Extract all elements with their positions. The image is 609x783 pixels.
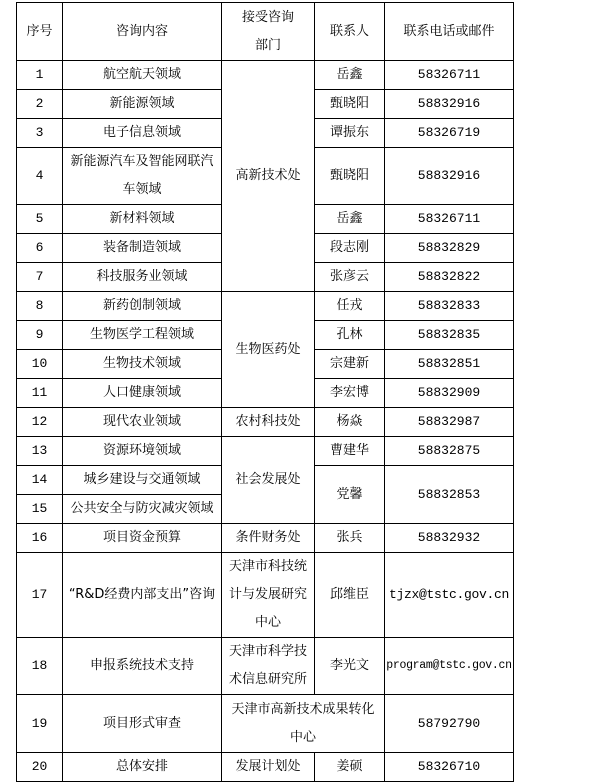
cell-content: 公共安全与防灾减灾领域: [63, 495, 222, 524]
cell-person: 曹建华: [315, 437, 385, 466]
cell-contact: 58832875: [385, 437, 514, 466]
cell-person: 邱维臣: [315, 553, 385, 638]
header-contact: 联系电话或邮件: [385, 3, 514, 61]
cell-no: 5: [17, 205, 63, 234]
cell-no: 19: [17, 695, 63, 753]
header-content: 咨询内容: [63, 3, 222, 61]
table-row: [17, 753, 514, 782]
cell-content: 申报系统技术支持: [63, 638, 222, 695]
cell-person: 李光文: [315, 638, 385, 695]
cell-person: 党馨: [315, 466, 385, 524]
cell-contact: 58832916: [385, 148, 514, 205]
cell-person: 张彦云: [315, 263, 385, 292]
cell-content: 装备制造领域: [63, 234, 222, 263]
cell-contact: 58832909: [385, 379, 514, 408]
cell-contact: 58832833: [385, 292, 514, 321]
cell-contact: 58832835: [385, 321, 514, 350]
cell-no: 13: [17, 437, 63, 466]
cell-no: 16: [17, 524, 63, 553]
cell-person: 甄晓阳: [315, 90, 385, 119]
table-row: [17, 408, 514, 437]
table-row: [17, 695, 514, 753]
cell-person: 段志刚: [315, 234, 385, 263]
cell-no: 14: [17, 466, 63, 495]
cell-no: 17: [17, 553, 63, 638]
cell-content: 人口健康领域: [63, 379, 222, 408]
consultation-contact-table: [16, 2, 514, 782]
cell-no: 10: [17, 350, 63, 379]
cell-dept: 高新技术处: [222, 61, 315, 292]
header-dept: 接受咨询部门: [222, 3, 315, 61]
cell-no: 6: [17, 234, 63, 263]
table-row: [17, 553, 514, 638]
cell-content: 项目形式审查: [63, 695, 222, 753]
cell-content: 生物技术领域: [63, 350, 222, 379]
cell-contact: 58832851: [385, 350, 514, 379]
cell-content: 项目资金预算: [63, 524, 222, 553]
cell-person: 孔林: [315, 321, 385, 350]
cell-person: 甄晓阳: [315, 148, 385, 205]
cell-content: 总体安排: [63, 753, 222, 782]
cell-content: 新材料领域: [63, 205, 222, 234]
header-no: 序号: [17, 3, 63, 61]
cell-contact: 58832932: [385, 524, 514, 553]
cell-dept: 生物医药处: [222, 292, 315, 408]
table-row: [17, 524, 514, 553]
table-row: [17, 437, 514, 466]
table-row: [17, 638, 514, 695]
cell-content: 新能源汽车及智能网联汽车领域: [63, 148, 222, 205]
cell-no: 7: [17, 263, 63, 292]
cell-no: 15: [17, 495, 63, 524]
cell-no: 1: [17, 61, 63, 90]
cell-content: 新药创制领域: [63, 292, 222, 321]
cell-content: 航空航天领域: [63, 61, 222, 90]
cell-content: 科技服务业领域: [63, 263, 222, 292]
cell-person: 岳鑫: [315, 205, 385, 234]
cell-dept: 发展计划处: [222, 753, 315, 782]
cell-contact: 58792790: [385, 695, 514, 753]
cell-no: 9: [17, 321, 63, 350]
table-row: [17, 61, 514, 90]
cell-no: 20: [17, 753, 63, 782]
cell-content: 生物医学工程领域: [63, 321, 222, 350]
cell-person: 杨焱: [315, 408, 385, 437]
cell-person: 李宏博: [315, 379, 385, 408]
cell-contact-email[interactable]: tjzx@tstc.gov.cn: [385, 553, 514, 638]
cell-no: 3: [17, 119, 63, 148]
cell-contact: 58326711: [385, 205, 514, 234]
cell-dept: 天津市科学技术信息研究所: [222, 638, 315, 695]
table-header-row: [17, 3, 514, 61]
cell-dept: 条件财务处: [222, 524, 315, 553]
cell-content: 资源环境领域: [63, 437, 222, 466]
cell-content: 现代农业领域: [63, 408, 222, 437]
cell-contact: 58326719: [385, 119, 514, 148]
cell-content: 新能源领域: [63, 90, 222, 119]
cell-person: 任戎: [315, 292, 385, 321]
cell-contact: 58832853: [385, 466, 514, 524]
cell-no: 2: [17, 90, 63, 119]
cell-contact: 58832829: [385, 234, 514, 263]
cell-contact: 58832822: [385, 263, 514, 292]
cell-no: 18: [17, 638, 63, 695]
cell-dept: 天津市高新技术成果转化中心: [222, 695, 385, 753]
cell-person: 谭振东: [315, 119, 385, 148]
cell-person: 张兵: [315, 524, 385, 553]
cell-dept: 社会发展处: [222, 437, 315, 524]
cell-dept: 天津市科技统计与发展研究中心: [222, 553, 315, 638]
cell-content: 电子信息领域: [63, 119, 222, 148]
cell-no: 4: [17, 148, 63, 205]
table-row: [17, 292, 514, 321]
cell-person: 姜硕: [315, 753, 385, 782]
cell-person: 宗建新: [315, 350, 385, 379]
cell-no: 11: [17, 379, 63, 408]
cell-contact: 58832916: [385, 90, 514, 119]
cell-no: 12: [17, 408, 63, 437]
cell-dept: 农村科技处: [222, 408, 315, 437]
cell-contact: 58832987: [385, 408, 514, 437]
cell-contact: 58326710: [385, 753, 514, 782]
cell-content: “R&D经费内部支出”咨询: [63, 553, 222, 638]
cell-content: 城乡建设与交通领域: [63, 466, 222, 495]
cell-no: 8: [17, 292, 63, 321]
cell-person: 岳鑫: [315, 61, 385, 90]
cell-contact-email[interactable]: program@tstc.gov.cn: [385, 638, 514, 695]
cell-contact: 58326711: [385, 61, 514, 90]
header-person: 联系人: [315, 3, 385, 61]
